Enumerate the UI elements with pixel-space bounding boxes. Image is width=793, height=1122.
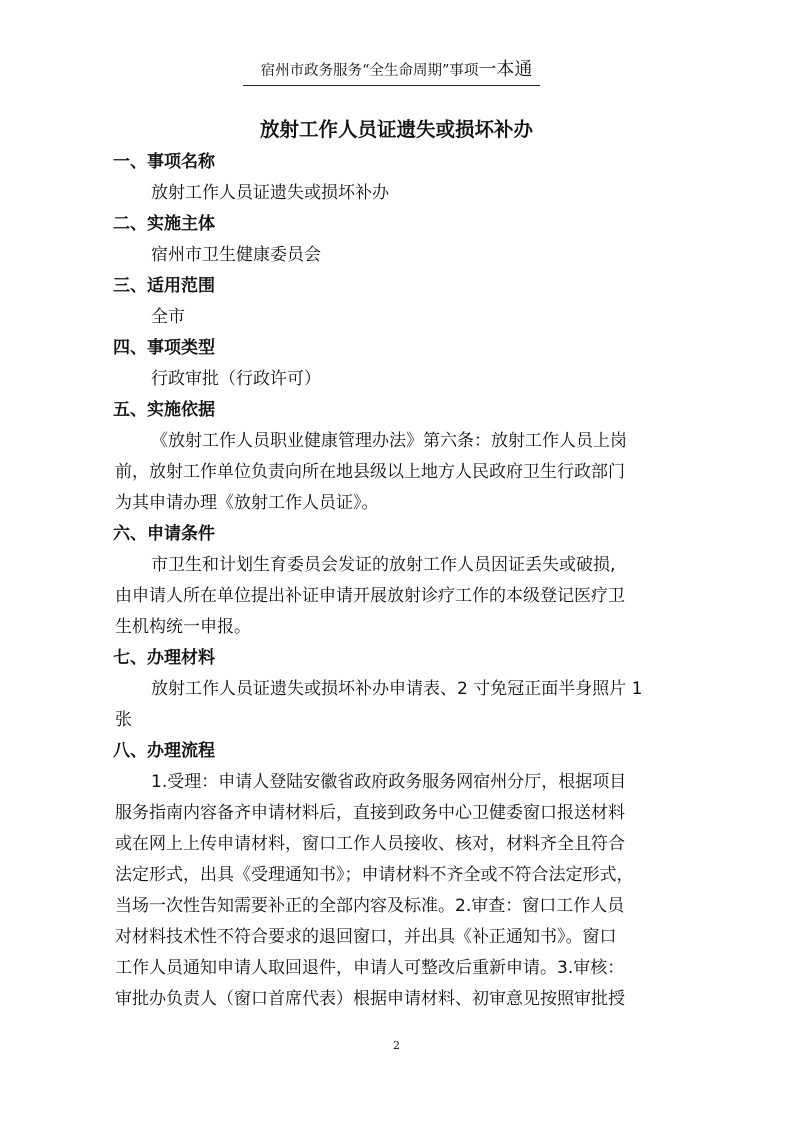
section-line: 宿州市卫生健康委员会: [151, 245, 321, 265]
section-line: 行政审批（行政许可）: [151, 369, 321, 389]
document-title: 放射工作人员证遗失或损坏补办: [259, 118, 533, 141]
section-heading-item-type: 四、事项类型: [113, 338, 215, 358]
section-heading-materials: 七、办理材料: [113, 648, 215, 668]
section-line: 张: [115, 710, 132, 730]
section-line: 放射工作人员证遗失或损坏补办: [151, 183, 389, 203]
section-line: 为其申请办理《放射工作人员证》。: [115, 493, 379, 513]
section-heading-implementing-body: 二、实施主体: [113, 214, 215, 234]
header-text-large: 一本通: [478, 59, 533, 80]
section-heading-legal-basis: 五、实施依据: [113, 400, 215, 420]
header-text: 宿州市政务服务“全生命周期”事项: [260, 63, 479, 79]
section-line: 《放射工作人员职业健康管理办法》第六条：放射工作人员上岗: [151, 431, 627, 451]
section-heading-procedure: 八、办理流程: [113, 741, 215, 761]
section-line: 工作人员通知申请人取回退件，申请人可整改后重新申请。3.审核：: [115, 958, 625, 978]
section-heading-conditions: 六、申请条件: [113, 524, 215, 544]
section-line: 放射工作人员证遗失或损坏补办申请表、2 寸免冠正面半身照片 1: [151, 679, 643, 699]
section-line: 审批办负责人（窗口首席代表）根据申请材料、初审意见按照审批授: [115, 989, 625, 1009]
section-line: 1.受理：申请人登陆安徽省政府政务服务网宿州分厅，根据项目: [151, 772, 627, 792]
section-heading-scope: 三、适用范围: [113, 276, 215, 296]
page-header: [0, 60, 793, 81]
section-line: 全市: [151, 307, 185, 327]
section-line: 生机构统一申报。: [115, 617, 251, 637]
section-line: 或在网上上传申请材料，窗口工作人员接收、核对，材料齐全且符合: [115, 834, 625, 854]
page-number: 2: [393, 1039, 400, 1052]
section-line: 法定形式，出具《受理通知书》；申请材料不齐全或不符合法定形式，: [115, 865, 634, 885]
section-line: 市卫生和计划生育委员会发证的放射工作人员因证丢失或破损,: [151, 555, 616, 575]
header-underline: [243, 85, 540, 86]
section-line: 当场一次性告知需要补正的全部内容及标准。2.审查：窗口工作人员: [115, 896, 625, 916]
section-line: 对材料技术性不符合要求的退回窗口，并出具《补正通知书》。窗口: [115, 927, 617, 947]
section-heading-item-name: 一、事项名称: [113, 152, 215, 172]
section-line: 服务指南内容备齐申请材料后，直接到政务中心卫健委窗口报送材料: [115, 803, 625, 823]
section-line: 前，放射工作单位负责向所在地县级以上地方人民政府卫生行政部门: [115, 462, 625, 482]
section-line: 由申请人所在单位提出补证申请开展放射诊疗工作的本级登记医疗卫: [115, 586, 625, 606]
